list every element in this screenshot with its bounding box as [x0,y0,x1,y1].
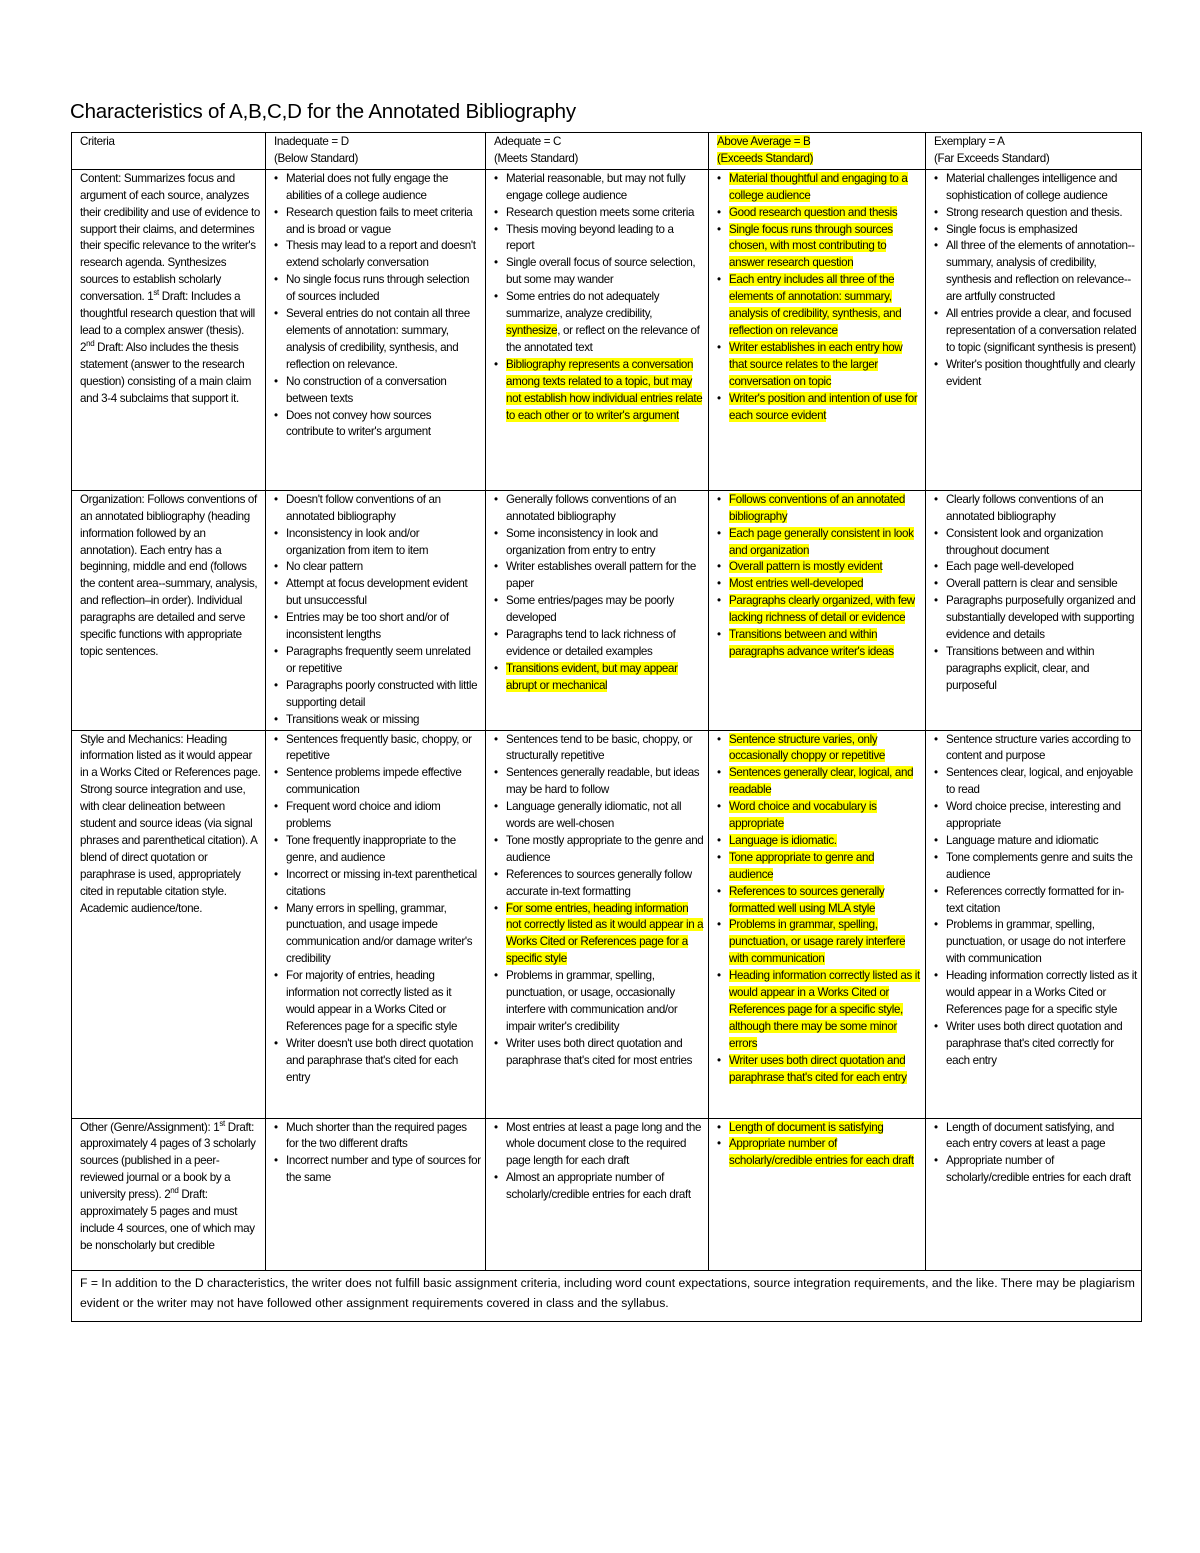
bullet-text: Writer establishes in each entry how that source relates to the larger conversation on topic [729,340,903,388]
bullet-text: Research question meets some criteria [506,205,695,219]
bullet-text: Most entries at least a page long and the whole document close to the required page length for each draft [506,1120,702,1168]
bullet-text: Most entries well-developed [729,577,864,591]
bullet-text: Clearly follows conventions of an annotated bibliography [946,492,1104,523]
bullet-text: Single focus is emphasized [946,222,1078,236]
bullet-item [717,272,921,340]
bullet-item [934,968,1137,1019]
bullet-item [934,1120,1137,1154]
criteria-bullet-list [717,492,921,661]
bullet-text: For majority of entries, heading information not correctly listed as it would appear in a Works Cited or References page for a specific style [286,969,458,1033]
bullet-text: Problems in grammar, spelling, punctuation, or usage, occasionally interfere with communication and/or impair writer's credibility [506,969,678,1033]
bullet-text: References to sources generally formatted well using MLA style [729,884,885,915]
bullet-text: Language is idiomatic. [729,833,837,847]
bullet-item [717,1053,921,1087]
rubric-table [71,132,1142,1322]
bullet-item [274,799,481,833]
bullet-text: Length of document satisfying, and each entry covers at least a page [946,1120,1114,1151]
bullet-item [934,850,1137,884]
bullet-item [494,901,704,969]
bullet-text: No clear pattern [286,560,363,574]
bullet-item [494,968,704,1036]
bullet-text: No single focus runs through selection of sources included [286,273,470,304]
bullet-text: Material does not fully engage the abilities of a college audience [286,171,449,202]
bullet-item [274,238,481,272]
bullet-item [934,576,1137,593]
bullet-text: Much shorter than the required pages for the two different drafts [286,1120,467,1151]
criteria-bullet-list [717,171,921,425]
bullet-item [274,559,481,576]
bullet-text: Each page well-developed [946,560,1074,574]
bullet-item [274,867,481,901]
bullet-item [934,526,1137,560]
grade-b-cell [709,730,926,1118]
criteria-text: Other (Genre/Assignment): 1st Draft: approximately 4 pages of 3 scholarly sources (published in a peer-reviewed journal or a book by a university press). 2nd Draft: approximately 5 pages and must include 4 sources, one of which may be nonscholarly but credible [80,1118,256,1252]
bullet-text: Sentences clear, logical, and enjoyable to read [946,766,1133,797]
bullet-text: Strong research question and thesis. [946,205,1123,219]
bullet-item [274,306,481,374]
bullet-text: Each entry includes all three of the elements of annotation: summary, analysis of credibility, synthesis, and reflection on relevance [729,273,902,337]
bullet-text: Paragraphs frequently seem unrelated or repetitive [286,644,471,675]
header-grade-c-label: Adequate = C [494,135,562,148]
bullet-text: All three of the elements of annotation-- summary, analysis of credibility, synthesis and reflection on relevance--are artfully constructed [946,239,1135,304]
bullet-item [494,171,704,205]
grade-a-cell [926,490,1142,730]
bullet-item [274,712,481,729]
bullet-text: Attempt at focus development evident but unsuccessful [286,577,468,608]
bullet-item [934,644,1137,695]
bullet-text: Sentence structure varies according to content and purpose [946,732,1131,763]
bullet-text: References correctly formatted for in-text citation [946,884,1125,915]
bullet-item [494,799,704,833]
criteria-bullet-list [717,732,921,1087]
bullet-item [274,526,481,560]
footer-note: F = In addition to the D characteristics, the writer does not fulfill basic assignment criteria, including word count expectations, source integration requirements, and the like. There may be plagiarism evident or the writer may not have followed other assignment requirements covered in class and the syllabus. [72,1270,1142,1321]
bullet-text: Material challenges intelligence and sophistication of college audience [946,171,1118,202]
header-grade-b-sublabel: (Exceeds Standard) [717,151,814,165]
bullet-text: Length of document is satisfying [729,1120,884,1134]
bullet-text: Material reasonable, but may not fully engage college audience [506,171,686,202]
criteria-text: Style and Mechanics: Heading information listed as it would appear in a Works Cited or References page. Strong source integration and use, with clear delineation between student and source ideas (via signal phrases and parenthetical citation). A blend of direct quotation or paraphrase is used, appropriately cited in reputable citation style. Academic audience/tone. [80,732,261,915]
bullet-text: Sentences generally clear, logical, and readable [729,766,914,797]
bullet-item [934,559,1137,576]
criteria-bullet-list [274,171,481,442]
bullet-text: Thesis may lead to a report and doesn't extend scholarly conversation [286,239,476,270]
bullet-text: Single overall focus of source selection, but some may wander [506,256,696,287]
bullet-item [274,610,481,644]
bullet-text: Transitions between and within paragraphs explicit, clear, and purposeful [946,644,1095,692]
bullet-text: Sentence problems impede effective communication [286,766,462,797]
header-criteria [72,133,266,170]
bullet-text: Generally follows conventions of an annotated bibliography [506,492,677,523]
bullet-item [717,205,921,222]
bullet-item [274,408,481,442]
bullet-item [274,833,481,867]
bullet-item [717,492,921,526]
bullet-text: Thesis moving beyond leading to a report [506,222,674,253]
bullet-text: Transitions between and within paragraphs advance writer's ideas [729,628,894,658]
criteria-bullet-list [494,732,704,1070]
bullet-item [934,357,1137,391]
bullet-item [494,661,704,695]
bullet-text: Word choice precise, interesting and appropriate [946,800,1121,831]
bullet-text: Transitions evident, but may appear abrupt or mechanical [506,661,678,692]
bullet-item [717,917,921,968]
bullet-item [717,559,921,576]
criteria-bullet-list [494,492,704,695]
bullet-item [274,765,481,799]
bullet-item [494,1120,704,1171]
criteria-text: Content: Summarizes focus and argument of each source, analyzes their credibility and use of evidence to support their claims, and determines their specific relevance to the writer's research agenda. Synthesizes sources to establish scholarly conversation. 1st Draft: Includes a thoughtful research question that will lead to a complex answer (thesis). [80,171,260,337]
bullet-item [717,340,921,391]
bullet-item [717,833,921,850]
bullet-item [274,968,481,1036]
bullet-text: Tone mostly appropriate to the genre and audience [506,833,704,864]
bullet-text: Writer uses both direct quotation and paraphrase that's cited for most entries [506,1036,693,1067]
criteria-cell [72,730,266,1118]
rubric-row-organization [72,490,1142,730]
bullet-item [934,1019,1137,1070]
bullet-text: Problems in grammar, spelling, punctuation, or usage do not interfere with communication [946,918,1126,966]
bullet-item [934,205,1137,222]
grade-d-cell [266,1118,486,1270]
bullet-text: Writer doesn't use both direct quotation and paraphrase that's cited for each entry [286,1036,474,1084]
criteria-cell [72,169,266,490]
bullet-item [274,901,481,969]
criteria-text: Organization: Follows conventions of an annotated bibliography (heading information followed by an annotation). Each entry has a beginning, middle and end (follows the content area--summary, analysis, and reflection–in order). Individual paragraphs are detailed and serve specific functions with appropriate topic sentences. [80,492,258,658]
bullet-item [274,644,481,678]
grade-d-cell [266,169,486,490]
bullet-item [274,732,481,766]
bullet-item [717,765,921,799]
criteria-bullet-list [274,492,481,729]
bullet-item [934,884,1137,918]
bullet-item [494,255,704,289]
grade-c-cell [486,730,709,1118]
grade-d-cell [266,490,486,730]
rubric-row-content [72,169,1142,490]
bullet-text: Entries may be too short and/or of inconsistent lengths [286,611,449,642]
criteria-bullet-list [934,732,1137,1070]
grade-b-cell [709,1118,926,1270]
bullet-item [717,1136,921,1170]
grade-a-cell [926,730,1142,1118]
bullet-item [934,306,1137,357]
criteria-bullet-list [934,1120,1137,1188]
bullet-item [934,1153,1137,1187]
bullet-text: Does not convey how sources contribute to writer's argument [286,408,432,439]
bullet-item [934,171,1137,205]
bullet-item [934,732,1137,766]
bullet-item [494,593,704,627]
bullet-text: Some entries do not adequately summarize, analyze credibility, synthesize, or reflect on the relevance of the annotated text [506,290,700,354]
bullet-text: Writer's position and intention of use for each source evident [729,391,918,422]
bullet-item [494,1170,704,1204]
bullet-item [274,171,481,205]
bullet-text: Writer's position thoughtfully and clearly evident [946,357,1136,388]
bullet-text: Sentence structure varies, only occasionally choppy or repetitive [729,732,886,763]
criteria-text: 2nd Draft: Also includes the thesis statement (answer to the research question) consisting of a main claim and 3-4 subclaims that support it. [80,339,252,405]
bullet-text: Paragraphs purposefully organized and substantially developed with supporting evidence and details [946,594,1136,642]
bullet-text: For some entries, heading information not correctly listed as it would appear in a Works Cited or References page for a specific style [506,901,704,966]
header-grade-c-sublabel: (Meets Standard) [494,151,578,165]
bullet-text: Overall pattern is mostly evident [729,560,883,574]
bullet-item [934,222,1137,239]
bullet-text: Material thoughtful and engaging to a college audience [729,171,908,202]
header-grade-a-label: Exemplary = A [934,135,1005,148]
bullet-item [934,492,1137,526]
bullet-text: Some inconsistency in look and organization from entry to entry [506,526,658,557]
bullet-text: Tone appropriate to genre and audience [729,850,875,881]
bullet-item [494,222,704,256]
bullet-item [934,833,1137,850]
bullet-text: Tone complements genre and suits the audience [946,850,1133,881]
criteria-cell [72,1118,266,1270]
bullet-text: Overall pattern is clear and sensible [946,577,1118,591]
bullet-text: Consistent look and organization throughout document [946,526,1104,557]
header-grade-b [709,133,926,170]
bullet-text: No construction of a conversation between texts [286,374,447,405]
bullet-item [717,627,921,661]
bullet-item [717,1120,921,1137]
bullet-text: Writer establishes overall pattern for the paper [506,560,697,591]
bullet-item [717,593,921,627]
bullet-text: References to sources generally follow accurate in-text formatting [506,867,692,898]
bullet-item [717,576,921,593]
footer-row [72,1270,1142,1321]
bullet-text: Some entries/pages may be poorly developed [506,594,674,625]
bullet-item [934,799,1137,833]
grade-a-cell [926,1118,1142,1270]
bullet-text: Heading information correctly listed as it would appear in a Works Cited or References page for a specific style [946,969,1137,1016]
bullet-text: Appropriate number of scholarly/credible entries for each draft [946,1154,1131,1185]
bullet-item [494,492,704,526]
bullet-text: Appropriate number of scholarly/credible entries for each draft [729,1137,914,1168]
bullet-text: Tone frequently inappropriate to the genre, and audience [286,833,456,864]
grade-b-cell [709,490,926,730]
bullet-item [494,559,704,593]
bullet-item [274,576,481,610]
grade-d-cell [266,730,486,1118]
bullet-item [717,799,921,833]
bullet-text: Almost an appropriate number of scholarly/credible entries for each draft [506,1171,691,1202]
criteria-bullet-list [494,171,704,425]
bullet-text: Writer uses both direct quotation and paraphrase that's cited for each entry [729,1053,907,1084]
bullet-item [494,289,704,357]
bullet-item [274,272,481,306]
criteria-bullet-list [934,492,1137,695]
bullet-text: Paragraphs tend to lack richness of evidence or detailed examples [506,628,676,658]
criteria-bullet-list [494,1120,704,1205]
header-grade-a-sublabel: (Far Exceeds Standard) [934,151,1050,165]
header-grade-b-label: Above Average = B [717,135,811,148]
bullet-item [274,374,481,408]
bullet-item [494,205,704,222]
bullet-item [717,222,921,273]
bullet-text: Research question fails to meet criteria and is broad or vague [286,205,473,236]
bullet-item [274,1036,481,1087]
bullet-text: Sentences tend to be basic, choppy, or structurally repetitive [506,732,693,763]
bullet-text: Sentences generally readable, but ideas may be hard to follow [506,766,700,797]
grade-b-cell [709,169,926,490]
bullet-text: Many errors in spelling, grammar, punctuation, and usage impede communication and/or damage writer's credibility [286,901,473,966]
bullet-text: Heading information correctly listed as it would appear in a Works Cited or References page for a specific style, although there may be some minor errors [729,969,920,1050]
criteria-bullet-list [274,732,481,1087]
criteria-bullet-list [274,1120,481,1188]
bullet-text: Several entries do not contain all three elements of annotation: summary, analysis of credibility, synthesis, and reflection on relevance. [286,307,470,371]
bullet-item [494,526,704,560]
bullet-item [717,391,921,425]
bullet-text: Each page generally consistent in look and organization [729,526,914,557]
bullet-text: Bibliography represents a conversation among texts related to a topic, but may not establish how individual entries relate to each other or to writer's argument [506,357,703,422]
bullet-text: Word choice and vocabulary is appropriate [729,800,877,831]
bullet-text: Sentences frequently basic, choppy, or repetitive [286,732,472,763]
bullet-text: Paragraphs poorly constructed with little supporting detail [286,678,478,709]
header-criteria-label: Criteria [80,135,115,148]
bullet-item [274,492,481,526]
rubric-row-other [72,1118,1142,1270]
header-grade-d-label: Inadequate = D [274,135,349,148]
page-title: Characteristics of A,B,C,D for the Annotated Bibliography [70,100,576,123]
bullet-item [717,850,921,884]
bullet-text: Writer uses both direct quotation and paraphrase that's cited correctly for each entry [946,1019,1123,1067]
bullet-text: Incorrect number and type of sources for the same [286,1154,481,1185]
bullet-item [934,765,1137,799]
bullet-text: Single focus runs through sources chosen, with most contributing to answer research question [729,222,893,270]
grade-a-cell [926,169,1142,490]
grade-c-cell [486,1118,709,1270]
grade-c-cell [486,169,709,490]
bullet-text: Inconsistency in look and/or organization from item to item [286,526,429,557]
rubric-row-style-mechanics [72,730,1142,1118]
bullet-item [934,238,1137,306]
criteria-bullet-list [934,171,1137,391]
bullet-text: Doesn't follow conventions of an annotated bibliography [286,492,441,523]
criteria-bullet-list [717,1120,921,1171]
bullet-item [717,732,921,766]
bullet-item [717,171,921,205]
bullet-item [717,884,921,918]
criteria-cell [72,490,266,730]
bullet-item [494,357,704,425]
bullet-text: Good research question and thesis [729,205,898,219]
header-grade-c [486,133,709,170]
header-grade-d-sublabel: (Below Standard) [274,151,358,165]
bullet-item [494,867,704,901]
bullet-item [274,1153,481,1187]
bullet-text: Follows conventions of an annotated bibliography [729,492,905,523]
bullet-item [717,526,921,560]
bullet-item [494,765,704,799]
bullet-text: Language generally idiomatic, not all words are well-chosen [506,800,682,831]
bullet-text: Language mature and idiomatic [946,833,1099,847]
bullet-text: All entries provide a clear, and focused representation of a conversation related to topic (significant synthesis is present) [946,307,1137,354]
bullet-item [494,1036,704,1070]
bullet-item [274,205,481,239]
header-row [72,133,1142,170]
grade-c-cell [486,490,709,730]
bullet-text: Frequent word choice and idiom problems [286,800,441,831]
bullet-item [274,1120,481,1154]
bullet-item [934,917,1137,968]
bullet-item [494,833,704,867]
bullet-item [274,678,481,712]
bullet-text: Problems in grammar, spelling, punctuation, or usage rarely interfere with communication [729,918,906,966]
bullet-item [934,593,1137,644]
bullet-text: Transitions weak or missing [286,712,420,726]
bullet-text: Incorrect or missing in-text parenthetical citations [286,867,477,898]
header-grade-d [266,133,486,170]
bullet-item [494,732,704,766]
highlighted-word: synthesize [506,323,558,337]
header-grade-a [926,133,1142,170]
bullet-item [717,968,921,1053]
bullet-item [494,627,704,661]
bullet-text: Paragraphs clearly organized, with few lacking richness of detail or evidence [729,594,915,625]
